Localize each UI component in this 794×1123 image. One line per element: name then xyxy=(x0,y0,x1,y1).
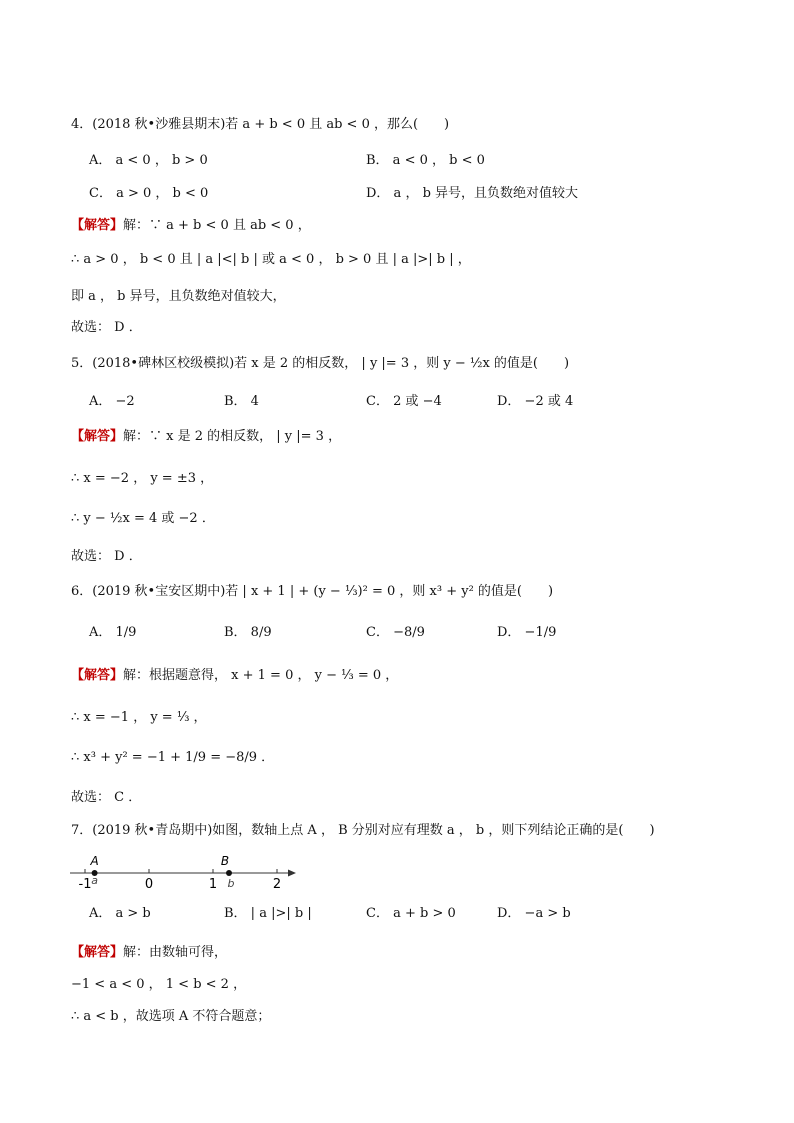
q7-answer-line-3: ∴ a < b ，故选项 A 不符合题意； xyxy=(71,1009,271,1024)
number-line-tick-label: 0 xyxy=(144,877,154,892)
q5-option-d: D． −2 或 4 xyxy=(497,394,574,409)
q7-stem: 7．(2019 秋•青岛期中)如图，数轴上点 A ， B 分别对应有理数 a ， b ，则下列结论正确的是( ) xyxy=(71,823,655,838)
q5-answer-line-2: ∴ x = −2 ， y = ±3 ， xyxy=(71,471,214,486)
point-a-label: A xyxy=(90,856,99,868)
q4-option-c: C． a > 0 ， b < 0 xyxy=(89,186,209,201)
q7-option-c: C． a + b > 0 xyxy=(366,906,456,921)
q4-option-b: B． a < 0 ， b < 0 xyxy=(366,153,485,168)
q6-answer-line-2: ∴ x = −1 ， y = ⅓ ， xyxy=(71,710,207,725)
q5-option-a: A． −2 xyxy=(89,394,135,409)
q5-answer-line-1: 【解答】解：∵ x 是 2 的相反数， | y |= 3 ， xyxy=(71,429,342,444)
q4-answer-line-1: 【解答】解：∵ a + b < 0 且 ab < 0 ， xyxy=(71,218,311,233)
q6-answer-line-3: ∴ x³ + y² = −1 + 1/9 = −8/9 ． xyxy=(71,750,275,765)
q6-option-b: B． 8/9 xyxy=(224,625,272,640)
q7-option-b: B． | a |>| b | xyxy=(224,906,312,921)
q5-option-c: C． 2 或 −4 xyxy=(366,394,442,409)
q5-stem: 5．(2018•碑林区校级模拟)若 x 是 2 的相反数， | y |= 3 ，则 y − ½x 的值是( ) xyxy=(71,356,570,371)
q4-answer-tag: 【解答】 xyxy=(71,218,124,233)
q5-answer-line-4: 故选： D ． xyxy=(71,549,142,564)
q4-answer-line-2: ∴ a > 0 ， b < 0 且 | a |<| b | 或 a < 0 ， b > 0 且 | a |>| b | ， xyxy=(71,252,471,267)
point-a-var: a xyxy=(91,874,98,887)
q6-option-c: C． −8/9 xyxy=(366,625,425,640)
q4-answer-line-4: 故选： D ． xyxy=(71,320,142,335)
q6-answer-line-4: 故选： C ． xyxy=(71,790,142,805)
q4-stem: 4．(2018 秋•沙雅县期末)若 a + b < 0 且 ab < 0 ，那么( ) xyxy=(71,117,450,132)
q5-option-b: B． 4 xyxy=(224,394,259,409)
number-line xyxy=(66,856,306,892)
q4-option-d: D． a ， b 异号，且负数绝对值较大 xyxy=(366,186,579,201)
q5-answer-tag: 【解答】 xyxy=(71,429,124,444)
q6-stem: 6．(2019 秋•宝安区期中)若 | x + 1 | + (y − ⅓)² = 0 ，则 x³ + y² 的值是( ) xyxy=(71,584,554,599)
q7-option-a: A． a > b xyxy=(89,906,151,921)
number-line-arrow-icon xyxy=(288,870,296,877)
q6-answer-tag: 【解答】 xyxy=(71,668,124,683)
q7-answer-line-2: −1 < a < 0 ， 1 < b < 2 ， xyxy=(71,977,247,992)
point-b-dot xyxy=(226,870,232,876)
q7-answer-line-1: 【解答】解：由数轴可得， xyxy=(71,945,228,960)
q5-answer-line-3: ∴ y − ½x = 4 或 −2 ． xyxy=(71,511,215,526)
number-line-ticks xyxy=(79,869,282,892)
q6-answer-line-1: 【解答】解：根据题意得， x + 1 = 0 ， y − ⅓ = 0 ， xyxy=(71,668,399,683)
q7-answer-tag: 【解答】 xyxy=(71,945,124,960)
q7-option-d: D． −a > b xyxy=(497,906,571,921)
point-b-label: B xyxy=(220,856,230,868)
q6-option-a: A． 1/9 xyxy=(89,625,137,640)
q4-option-a: A． a < 0 ， b > 0 xyxy=(89,153,208,168)
q6-option-d: D． −1/9 xyxy=(497,625,557,640)
number-line-tick-label: -1 xyxy=(78,877,92,892)
point-b-var: b xyxy=(227,877,235,890)
number-line-tick-label: 2 xyxy=(272,877,282,892)
q4-answer-line-3: 即 a ， b 异号，且负数绝对值较大， xyxy=(71,289,286,304)
number-line-tick-label: 1 xyxy=(208,877,218,892)
